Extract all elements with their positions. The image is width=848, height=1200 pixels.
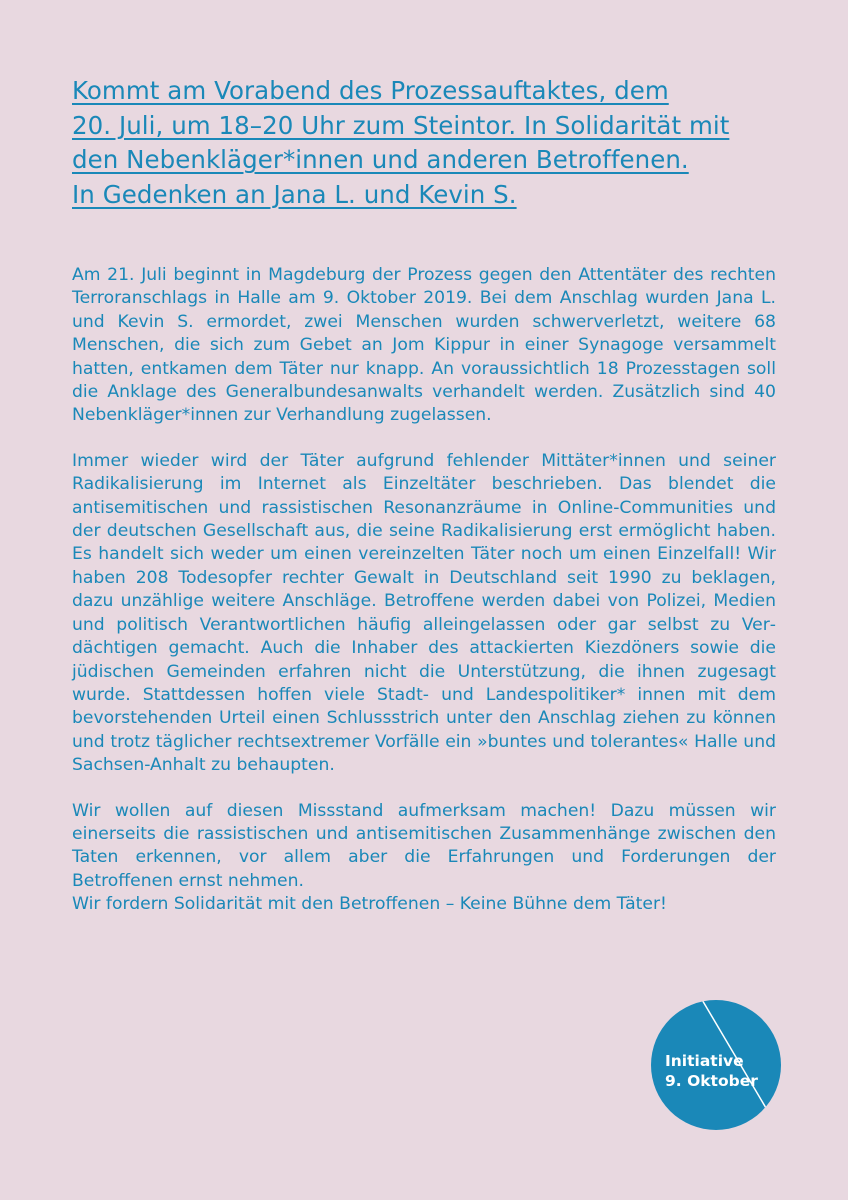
heading-line-3: den Nebenkläger*innen und anderen Betroffenen. xyxy=(72,145,689,174)
initiative-logo xyxy=(651,1000,781,1130)
heading-line-1: Kommt am Vorabend des Prozessauftaktes, dem xyxy=(72,76,669,105)
paragraph-3: Wir wollen auf diesen Missstand aufmerksam machen! Dazu müssen wir einerseits die rassistischen und antisemitischen Zusammenhänge zwischen den Taten erkennen, vor allem aber die Erfahrungen und Forderungen der Betroffenen ernst nehmen. xyxy=(72,800,776,891)
logo-text xyxy=(665,1051,775,1091)
paragraph-2: Immer wieder wird der Täter aufgrund fehlender Mittäter*innen und seiner Radikalisierung im Internet als Einzeltäter beschrieben. Das blendet die antisemitischen und rassistischen Resonanzräume in Online-Communities und der deutschen Gesellschaft aus, die seine Radikalisierung erst ermöglicht haben. Es handelt sich weder um einen vereinzelten Täter noch um einen Einzelfall! Wir haben 208 Todesopfer rechter Gewalt in Deutschland seit 1990 zu beklagen, dazu unzählige weitere Anschläge. Betroffene werden dabei von Polizei, Medien und politisch Verantwortlichen häufig alleingelassen oder gar selbst zu Verdächtigen gemacht. Auch die Inhaber des attackierten Kiezdöners sowie die jüdischen Gemeinden erfahren nicht die Unterstützung, die ihnen zugesagt wurde. Stattdessen hoffen viele Stadt- und Landespolitiker* innen mit dem bevorstehenden Urteil einen Schlussstrich unter den Anschlag ziehen zu können und trotz täglicher rechtsextremer Vorfälle ein »buntes und tolerantes« Halle und Sachsen-Anhalt zu behaupten. xyxy=(72,450,776,776)
closing-statement: Wir fordern Solidarität mit den Betroffenen – Keine Bühne dem Täter! xyxy=(72,894,667,915)
logo-line-2: 9. Oktober xyxy=(665,1072,758,1090)
body-text xyxy=(72,264,776,917)
heading-line-4: In Gedenken an Jana L. und Kevin S. xyxy=(72,179,517,209)
heading-line-2: 20. Juli, um 18–20 Uhr zum Steintor. In Solidarität mit xyxy=(72,110,730,140)
heading xyxy=(72,74,802,212)
paragraph-1: Am 21. Juli beginnt in Magdeburg der Prozess gegen den Attentäter des rechten Terroranschlags in Halle am 9. Oktober 2019. Bei dem Anschlag wurden Jana L. und Kevin S. ermordet, zwei Menschen wurden schwerverletzt, weitere 68 Menschen, die sich zum Gebet an Jom Kippur in einer Synagoge versammelt hatten, entkamen dem Täter nur knapp. An voraussichtlich 18 Prozesstagen soll die Anklage des Generalbundesanwalts verhandelt werden. Zusätzlich sind 40 Nebenkläger*innen zur Verhandlung zugelassen. xyxy=(72,265,776,426)
logo-line-1: Initiative xyxy=(665,1052,744,1070)
